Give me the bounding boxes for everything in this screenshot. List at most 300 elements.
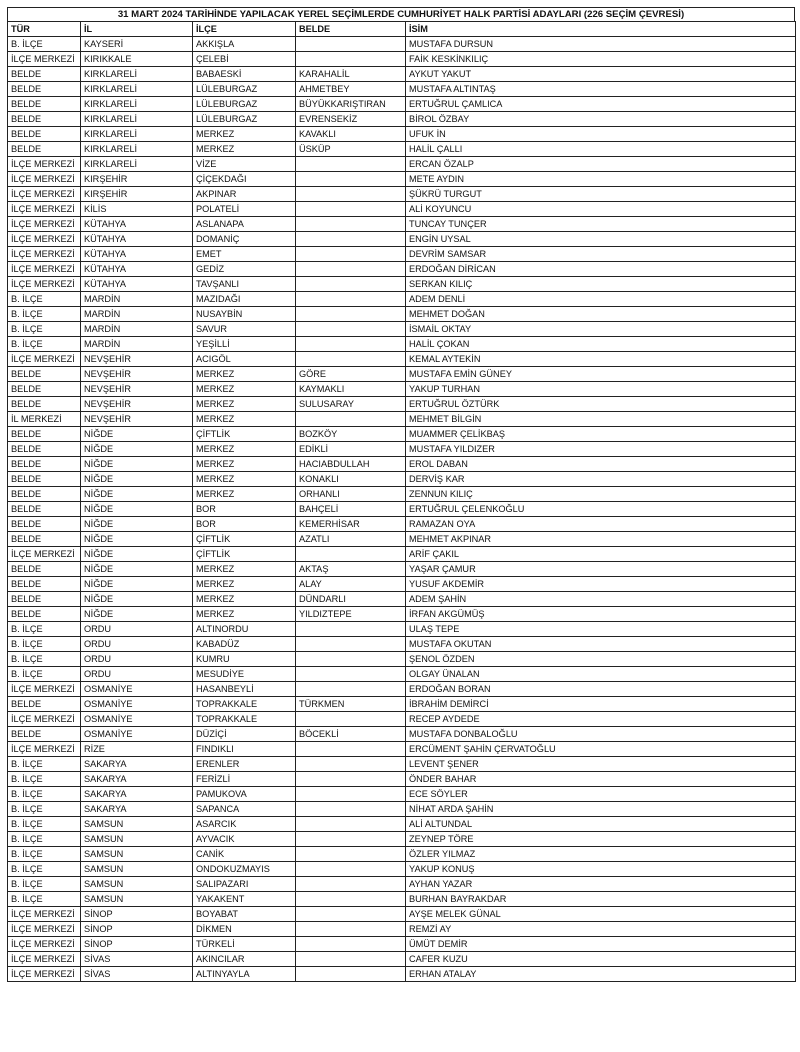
table-row [8,607,796,622]
cell-ilce: ASARCIK [193,817,296,832]
cell-ilce: GEDİZ [193,262,296,277]
cell-ilce: PAMUKOVA [193,787,296,802]
cell-ilce: FINDIKLI [193,742,296,757]
cell-ilce: DOMANİÇ [193,232,296,247]
cell-tur: BELDE [8,142,81,157]
cell-tur: İLÇE MERKEZİ [8,547,81,562]
cell-isim: BURHAN BAYRAKDAR [406,892,796,907]
cell-belde [296,922,406,937]
header-ilce: İLÇE [193,22,296,37]
cell-il: SAMSUN [81,892,193,907]
cell-il: NİĞDE [81,562,193,577]
table-row [8,727,796,742]
table-row [8,667,796,682]
cell-il: MARDİN [81,307,193,322]
cell-il: KÜTAHYA [81,247,193,262]
cell-isim: ERDOĞAN BORAN [406,682,796,697]
cell-isim: EROL DABAN [406,457,796,472]
candidate-table [7,21,796,982]
cell-tur: B. İLÇE [8,667,81,682]
cell-isim: MEHMET AKPINAR [406,532,796,547]
cell-belde: GÖRE [296,367,406,382]
cell-belde [296,217,406,232]
cell-belde: BÖCEKLİ [296,727,406,742]
cell-belde [296,37,406,52]
table-row [8,472,796,487]
table-row [8,187,796,202]
cell-ilce: MERKEZ [193,472,296,487]
cell-il: KÜTAHYA [81,232,193,247]
cell-il: KIRŞEHİR [81,172,193,187]
cell-ilce: ACIGÖL [193,352,296,367]
table-row [8,232,796,247]
cell-il: KIRKLARELİ [81,112,193,127]
cell-ilce: SAPANCA [193,802,296,817]
cell-il: SİNOP [81,907,193,922]
cell-il: NİĞDE [81,502,193,517]
header-il: İL [81,22,193,37]
cell-tur: İLÇE MERKEZİ [8,967,81,982]
cell-tur: BELDE [8,592,81,607]
cell-tur: B. İLÇE [8,772,81,787]
table-row [8,217,796,232]
cell-tur: B. İLÇE [8,802,81,817]
cell-tur: İLÇE MERKEZİ [8,172,81,187]
cell-ilce: MERKEZ [193,592,296,607]
cell-il: KIRKLARELİ [81,82,193,97]
cell-belde: AHMETBEY [296,82,406,97]
table-row [8,832,796,847]
cell-tur: B. İLÇE [8,652,81,667]
cell-isim: CAFER KUZU [406,952,796,967]
cell-il: KIRKLARELİ [81,157,193,172]
cell-il: KIRKLARELİ [81,127,193,142]
cell-belde: KAVAKLI [296,127,406,142]
cell-isim: ALİ ALTUNDAL [406,817,796,832]
cell-tur: BELDE [8,577,81,592]
table-row [8,172,796,187]
table-row [8,367,796,382]
cell-isim: LEVENT ŞENER [406,757,796,772]
cell-ilce: MERKEZ [193,442,296,457]
header-belde: BELDE [296,22,406,37]
cell-belde [296,907,406,922]
cell-tur: İLÇE MERKEZİ [8,937,81,952]
table-row [8,517,796,532]
cell-ilce: ONDOKUZMAYIS [193,862,296,877]
cell-tur: BELDE [8,532,81,547]
cell-il: NİĞDE [81,592,193,607]
cell-il: MARDİN [81,337,193,352]
cell-il: SAMSUN [81,817,193,832]
cell-isim: MEHMET BİLGİN [406,412,796,427]
cell-belde [296,352,406,367]
cell-il: NİĞDE [81,472,193,487]
cell-ilce: MERKEZ [193,487,296,502]
cell-belde [296,187,406,202]
cell-isim: SERKAN KILIÇ [406,277,796,292]
table-row [8,97,796,112]
cell-belde: SULUSARAY [296,397,406,412]
cell-tur: BELDE [8,67,81,82]
cell-il: OSMANİYE [81,712,193,727]
cell-ilce: AKPINAR [193,187,296,202]
cell-isim: DERVİŞ KAR [406,472,796,487]
cell-ilce: BOYABAT [193,907,296,922]
cell-isim: REMZİ AY [406,922,796,937]
table-row [8,532,796,547]
cell-tur: BELDE [8,112,81,127]
cell-il: NİĞDE [81,427,193,442]
cell-il: SİVAS [81,967,193,982]
cell-isim: ERCÜMENT ŞAHİN ÇERVATOĞLU [406,742,796,757]
cell-il: KIRŞEHİR [81,187,193,202]
table-row [8,547,796,562]
cell-isim: ERDOĞAN DİRİCAN [406,262,796,277]
cell-isim: MUSTAFA YILDIZER [406,442,796,457]
table-row [8,622,796,637]
cell-il: SAKARYA [81,757,193,772]
cell-il: KÜTAHYA [81,217,193,232]
cell-ilce: SAVUR [193,322,296,337]
cell-ilce: MERKEZ [193,607,296,622]
cell-belde: KONAKLI [296,472,406,487]
cell-ilce: MERKEZ [193,457,296,472]
cell-belde [296,247,406,262]
cell-ilce: DÜZİÇİ [193,727,296,742]
cell-tur: İLÇE MERKEZİ [8,232,81,247]
cell-belde [296,637,406,652]
cell-belde [296,757,406,772]
table-row [8,82,796,97]
table-row [8,877,796,892]
cell-il: NEVŞEHİR [81,412,193,427]
cell-ilce: MAZIDAĞI [193,292,296,307]
cell-ilce: MERKEZ [193,367,296,382]
cell-il: MARDİN [81,322,193,337]
cell-belde [296,952,406,967]
table-row [8,412,796,427]
cell-belde [296,712,406,727]
cell-tur: BELDE [8,457,81,472]
cell-belde: TÜRKMEN [296,697,406,712]
cell-ilce: ALTINYAYLA [193,967,296,982]
cell-il: KÜTAHYA [81,277,193,292]
cell-tur: İLÇE MERKEZİ [8,247,81,262]
cell-tur: B. İLÇE [8,307,81,322]
candidate-sheet [7,7,795,982]
cell-isim: ERTUĞRUL ÇELENKOĞLU [406,502,796,517]
cell-tur: İLÇE MERKEZİ [8,922,81,937]
cell-ilce: NUSAYBİN [193,307,296,322]
table-row [8,682,796,697]
cell-isim: ADEM DENLİ [406,292,796,307]
cell-tur: B. İLÇE [8,877,81,892]
cell-ilce: KUMRU [193,652,296,667]
cell-tur: BELDE [8,127,81,142]
cell-tur: İLÇE MERKEZİ [8,202,81,217]
table-row [8,637,796,652]
table-row [8,937,796,952]
table-row [8,802,796,817]
cell-tur: B. İLÇE [8,892,81,907]
cell-il: NİĞDE [81,457,193,472]
cell-il: NİĞDE [81,577,193,592]
cell-ilce: VİZE [193,157,296,172]
cell-belde: KEMERHİSAR [296,517,406,532]
cell-isim: MUSTAFA ALTINTAŞ [406,82,796,97]
cell-il: KIRKLARELİ [81,67,193,82]
cell-isim: YAKUP KONUŞ [406,862,796,877]
cell-il: NİĞDE [81,532,193,547]
cell-il: MARDİN [81,292,193,307]
cell-il: SAKARYA [81,802,193,817]
table-row [8,112,796,127]
table-row [8,502,796,517]
cell-il: SAMSUN [81,877,193,892]
cell-ilce: KABADÜZ [193,637,296,652]
cell-belde [296,652,406,667]
cell-belde [296,322,406,337]
cell-tur: İL MERKEZİ [8,412,81,427]
cell-tur: BELDE [8,562,81,577]
cell-il: SİNOP [81,937,193,952]
table-row [8,37,796,52]
cell-belde [296,802,406,817]
cell-tur: BELDE [8,442,81,457]
cell-il: SAMSUN [81,832,193,847]
cell-isim: ECE SÖYLER [406,787,796,802]
cell-il: KAYSERİ [81,37,193,52]
cell-il: SAMSUN [81,862,193,877]
cell-il: NİĞDE [81,442,193,457]
cell-belde [296,682,406,697]
cell-ilce: TOPRAKKALE [193,712,296,727]
cell-ilce: ÇİFTLİK [193,547,296,562]
cell-ilce: MERKEZ [193,397,296,412]
cell-belde: EDİKLİ [296,442,406,457]
cell-ilce: ALTINORDU [193,622,296,637]
cell-tur: BELDE [8,727,81,742]
table-row [8,337,796,352]
cell-il: KÜTAHYA [81,262,193,277]
cell-tur: İLÇE MERKEZİ [8,262,81,277]
cell-ilce: BOR [193,502,296,517]
cell-belde [296,547,406,562]
table-row [8,742,796,757]
cell-belde [296,787,406,802]
cell-belde [296,847,406,862]
table-row [8,907,796,922]
cell-tur: B. İLÇE [8,787,81,802]
header-isim: İSİM [406,22,796,37]
cell-ilce: AKKIŞLA [193,37,296,52]
table-row [8,457,796,472]
cell-il: KIRKLARELİ [81,142,193,157]
cell-belde: ÜSKÜP [296,142,406,157]
cell-isim: MUSTAFA OKUTAN [406,637,796,652]
cell-il: SİVAS [81,952,193,967]
table-row [8,127,796,142]
cell-isim: ZENNUN KILIÇ [406,487,796,502]
cell-ilce: MERKEZ [193,382,296,397]
cell-ilce: ERENLER [193,757,296,772]
cell-ilce: MESUDİYE [193,667,296,682]
table-row [8,52,796,67]
cell-ilce: TOPRAKKALE [193,697,296,712]
table-row [8,817,796,832]
cell-belde [296,157,406,172]
cell-tur: BELDE [8,82,81,97]
cell-isim: ARİF ÇAKIL [406,547,796,562]
cell-il: NİĞDE [81,487,193,502]
cell-ilce: EMET [193,247,296,262]
cell-ilce: LÜLEBURGAZ [193,82,296,97]
cell-isim: ENGİN UYSAL [406,232,796,247]
cell-isim: ERHAN ATALAY [406,967,796,982]
table-row [8,487,796,502]
cell-tur: B. İLÇE [8,637,81,652]
cell-belde [296,967,406,982]
cell-isim: HALİL ÇOKAN [406,337,796,352]
cell-ilce: HASANBEYLİ [193,682,296,697]
cell-isim: AYHAN YAZAR [406,877,796,892]
cell-isim: YAKUP TURHAN [406,382,796,397]
table-row [8,652,796,667]
table-row [8,577,796,592]
cell-isim: ERTUĞRUL ÖZTÜRK [406,397,796,412]
table-row [8,787,796,802]
cell-ilce: MERKEZ [193,127,296,142]
cell-ilce: ÇELEBİ [193,52,296,67]
cell-tur: İLÇE MERKEZİ [8,907,81,922]
cell-tur: İLÇE MERKEZİ [8,277,81,292]
table-row [8,757,796,772]
cell-tur: İLÇE MERKEZİ [8,52,81,67]
cell-belde: HACIABDULLAH [296,457,406,472]
cell-il: NİĞDE [81,607,193,622]
cell-ilce: ÇİFTLİK [193,532,296,547]
cell-belde: DÜNDARLI [296,592,406,607]
cell-il: OSMANİYE [81,697,193,712]
cell-belde [296,172,406,187]
cell-belde: KAYMAKLI [296,382,406,397]
cell-isim: OLGAY ÜNALAN [406,667,796,682]
cell-isim: TUNCAY TUNÇER [406,217,796,232]
cell-ilce: MERKEZ [193,412,296,427]
cell-belde [296,262,406,277]
cell-belde [296,622,406,637]
cell-ilce: LÜLEBURGAZ [193,112,296,127]
cell-isim: MUSTAFA EMİN GÜNEY [406,367,796,382]
cell-ilce: SALIPAZARI [193,877,296,892]
cell-belde [296,232,406,247]
cell-ilce: YAKAKENT [193,892,296,907]
cell-isim: ŞÜKRÜ TURGUT [406,187,796,202]
table-row [8,772,796,787]
table-row [8,202,796,217]
table-row [8,67,796,82]
table-row [8,307,796,322]
cell-ilce: MERKEZ [193,577,296,592]
cell-il: NEVŞEHİR [81,352,193,367]
cell-il: NİĞDE [81,517,193,532]
cell-tur: BELDE [8,382,81,397]
cell-ilce: TAVŞANLI [193,277,296,292]
cell-ilce: CANİK [193,847,296,862]
cell-il: SAKARYA [81,787,193,802]
table-row [8,382,796,397]
cell-ilce: ÇİÇEKDAĞI [193,172,296,187]
cell-belde [296,892,406,907]
cell-il: KIRKLARELİ [81,97,193,112]
cell-belde [296,817,406,832]
cell-isim: ZEYNEP TÖRE [406,832,796,847]
table-row [8,697,796,712]
cell-isim: YAŞAR ÇAMUR [406,562,796,577]
cell-tur: BELDE [8,97,81,112]
cell-il: SAKARYA [81,772,193,787]
table-row [8,442,796,457]
cell-ilce: TÜRKELİ [193,937,296,952]
table-row [8,247,796,262]
cell-isim: AYŞE MELEK GÜNAL [406,907,796,922]
cell-isim: NİHAT ARDA ŞAHİN [406,802,796,817]
table-row [8,352,796,367]
cell-il: ORDU [81,637,193,652]
cell-tur: B. İLÇE [8,292,81,307]
cell-tur: BELDE [8,607,81,622]
cell-ilce: DİKMEN [193,922,296,937]
cell-isim: KEMAL AYTEKİN [406,352,796,367]
cell-isim: İRFAN AKGÜMÜŞ [406,607,796,622]
cell-tur: BELDE [8,487,81,502]
cell-ilce: AYVACIK [193,832,296,847]
cell-belde: AZATLI [296,532,406,547]
cell-tur: BELDE [8,697,81,712]
cell-isim: ÖNDER BAHAR [406,772,796,787]
cell-il: NEVŞEHİR [81,367,193,382]
cell-belde [296,832,406,847]
cell-ilce: BABAESKİ [193,67,296,82]
cell-belde [296,292,406,307]
cell-ilce: BOR [193,517,296,532]
cell-tur: İLÇE MERKEZİ [8,157,81,172]
cell-isim: MEHMET DOĞAN [406,307,796,322]
cell-tur: B. İLÇE [8,817,81,832]
cell-tur: İLÇE MERKEZİ [8,352,81,367]
cell-tur: İLÇE MERKEZİ [8,712,81,727]
cell-isim: İSMAİL OKTAY [406,322,796,337]
cell-belde [296,202,406,217]
cell-tur: İLÇE MERKEZİ [8,217,81,232]
cell-il: SİNOP [81,922,193,937]
table-row [8,427,796,442]
cell-il: ORDU [81,652,193,667]
table-row [8,262,796,277]
table-row [8,292,796,307]
sheet-title: 31 MART 2024 TARİHİNDE YAPILACAK YEREL SEÇİMLERDE CUMHURİYET HALK PARTİSİ ADAYLARI (226 SEÇİM ÇEVRESİ) [7,7,795,21]
cell-tur: BELDE [8,397,81,412]
cell-isim: ADEM ŞAHİN [406,592,796,607]
cell-tur: İLÇE MERKEZİ [8,682,81,697]
cell-tur: B. İLÇE [8,757,81,772]
cell-isim: BİROL ÖZBAY [406,112,796,127]
cell-il: KİLİS [81,202,193,217]
cell-il: NİĞDE [81,547,193,562]
cell-tur: B. İLÇE [8,847,81,862]
cell-ilce: YEŞİLLİ [193,337,296,352]
